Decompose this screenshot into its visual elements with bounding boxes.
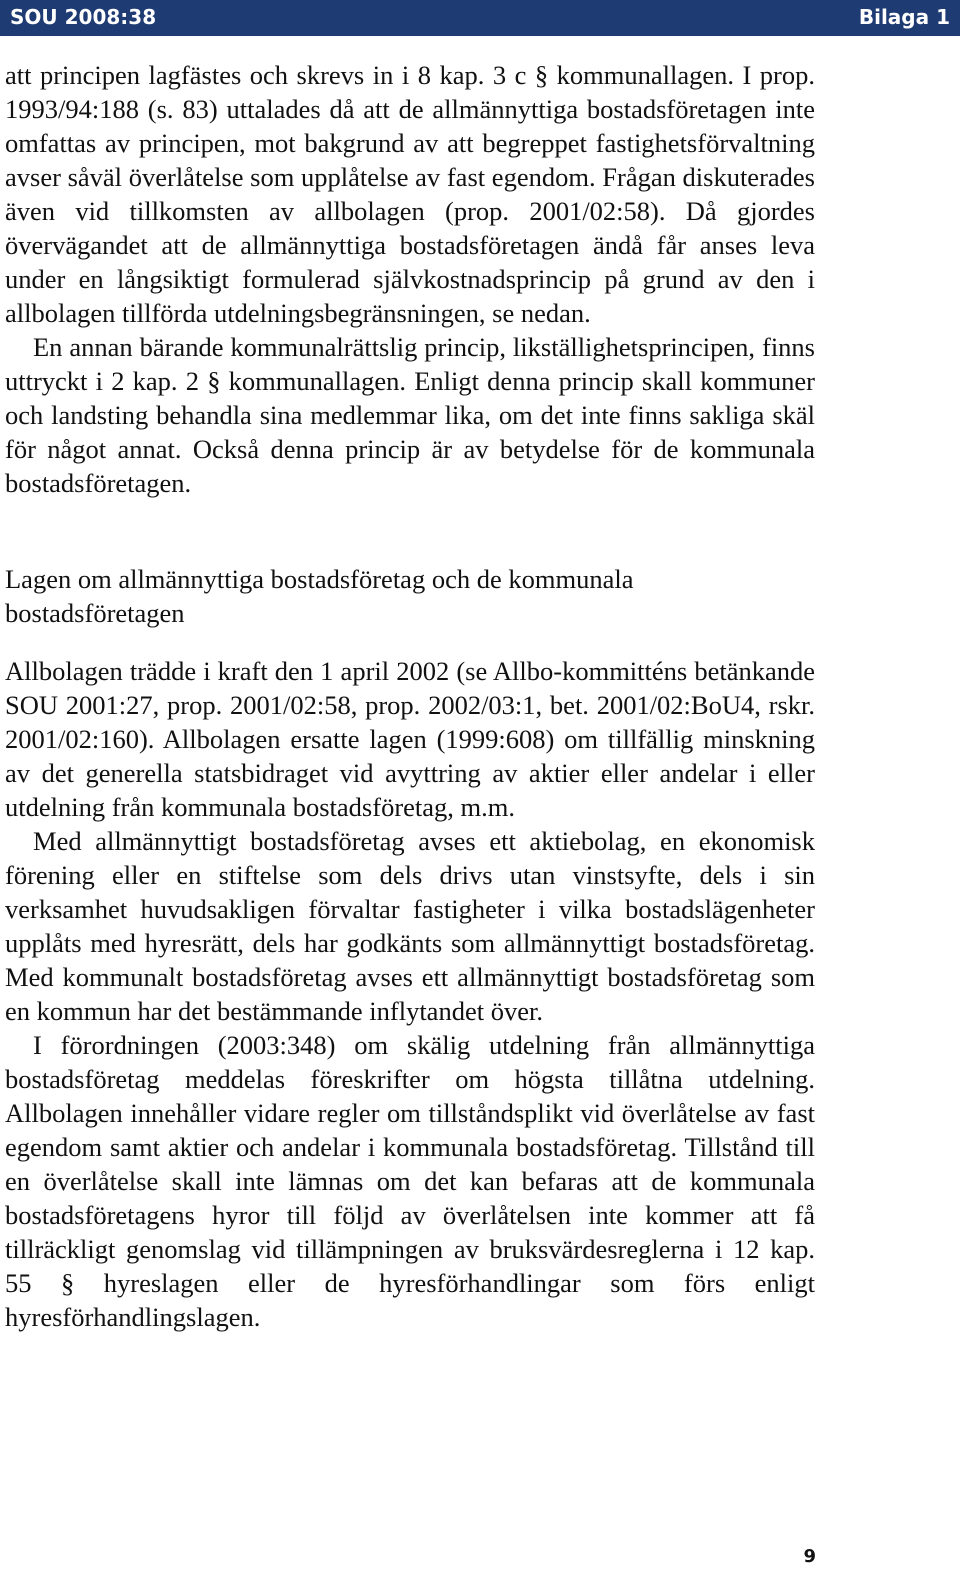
- document-body: [5, 58, 815, 1334]
- heading-spacer: [5, 630, 815, 654]
- document-id: SOU 2008:38: [10, 5, 157, 29]
- section-heading: Lagen om allmännyttiga bostadsföretag och de kommunala bostadsföretagen: [5, 564, 634, 628]
- appendix-label: Bilaga 1: [858, 5, 950, 29]
- section-paragraph-1: Allbolagen trädde i kraft den 1 april 2002 (se Allbo-kommitténs betänkande SOU 2001:27, prop. 2001/02:58, prop. 2002/03:1, bet. 2001/02:BoU4, rskr. 2001/02:160). Allbolagen ersatte lagen (1999:608) om tillfällig minskning av det generella statsbidraget vid avyttring av aktier eller andelar i eller utdelning från kommunala bostadsföretag, m.m.: [5, 656, 815, 822]
- intro-paragraph-1: att principen lagfästes och skrevs in i 8 kap. 3 c § kommunallagen. I prop. 1993/94:188 (s. 83) uttalades då att de allmännyttiga bostadsföretagen inte omfattas av principen, mot bakgrund av att begreppet fastighetsförvaltning avser såväl överlåtelse som upplåtelse av fast egendom. Frågan diskuterades även vid tillkomsten av allbolagen (prop. 2001/02:58). Då gjordes övervägandet att de allmännyttiga bostadsföretagen ändå får anses leva under en långsiktigt formulerad självkostnadsprincip på grund av den i allbolagen tillförda utdelningsbegränsningen, se nedan.: [5, 60, 815, 328]
- intro-paragraph-2: En annan bärande kommunalrättslig princip, likställighetsprincipen, finns uttryckt i 2 kap. 2 § kommunallagen. Enligt denna princip skall kommuner och landsting behandla sina medlemmar lika, om det inte finns sakliga skäl för något annat. Också denna princip är av betydelse för de kommunala bostadsföretagen.: [5, 332, 815, 498]
- section-paragraph-2: Med allmännyttigt bostadsföretag avses ett aktiebolag, en ekonomisk förening eller en stiftelse som dels drivs utan vinstsyfte, dels i sin verksamhet huvudsakligen förvaltar fastigheter i vilka bostadslägenheter upplåts med hyresrätt, dels har godkänts som allmännyttigt bostadsföretag. Med kommunalt bostadsföretag avses ett allmännyttigt bostadsföretag som en kommun har det bestämmande inflytandet över.: [5, 826, 815, 1026]
- page-header: [0, 0, 960, 36]
- page-number: 9: [803, 1546, 816, 1567]
- section-paragraph-3: I förordningen (2003:348) om skälig utdelning från allmännyttiga bostadsföretag meddelas föreskrifter om högsta tillåtna utdelning. Allbolagen innehåller vidare regler om tillståndsplikt vid överlåtelse av fast egendom samt aktier och andelar i kommunala bostadsföretag. Tillstånd till en överlåtelse skall inte lämnas om det kan befaras att de kommunala bostadsföretagens hyror till följd av överlåtelsen inte kommer att få tillräckligt genomslag vid tillämpningen av bruksvärdesreglerna i 12 kap. 55 § hyreslagen eller de hyresförhandlingar som förs enligt hyresförhandlingslagen.: [5, 1030, 815, 1332]
